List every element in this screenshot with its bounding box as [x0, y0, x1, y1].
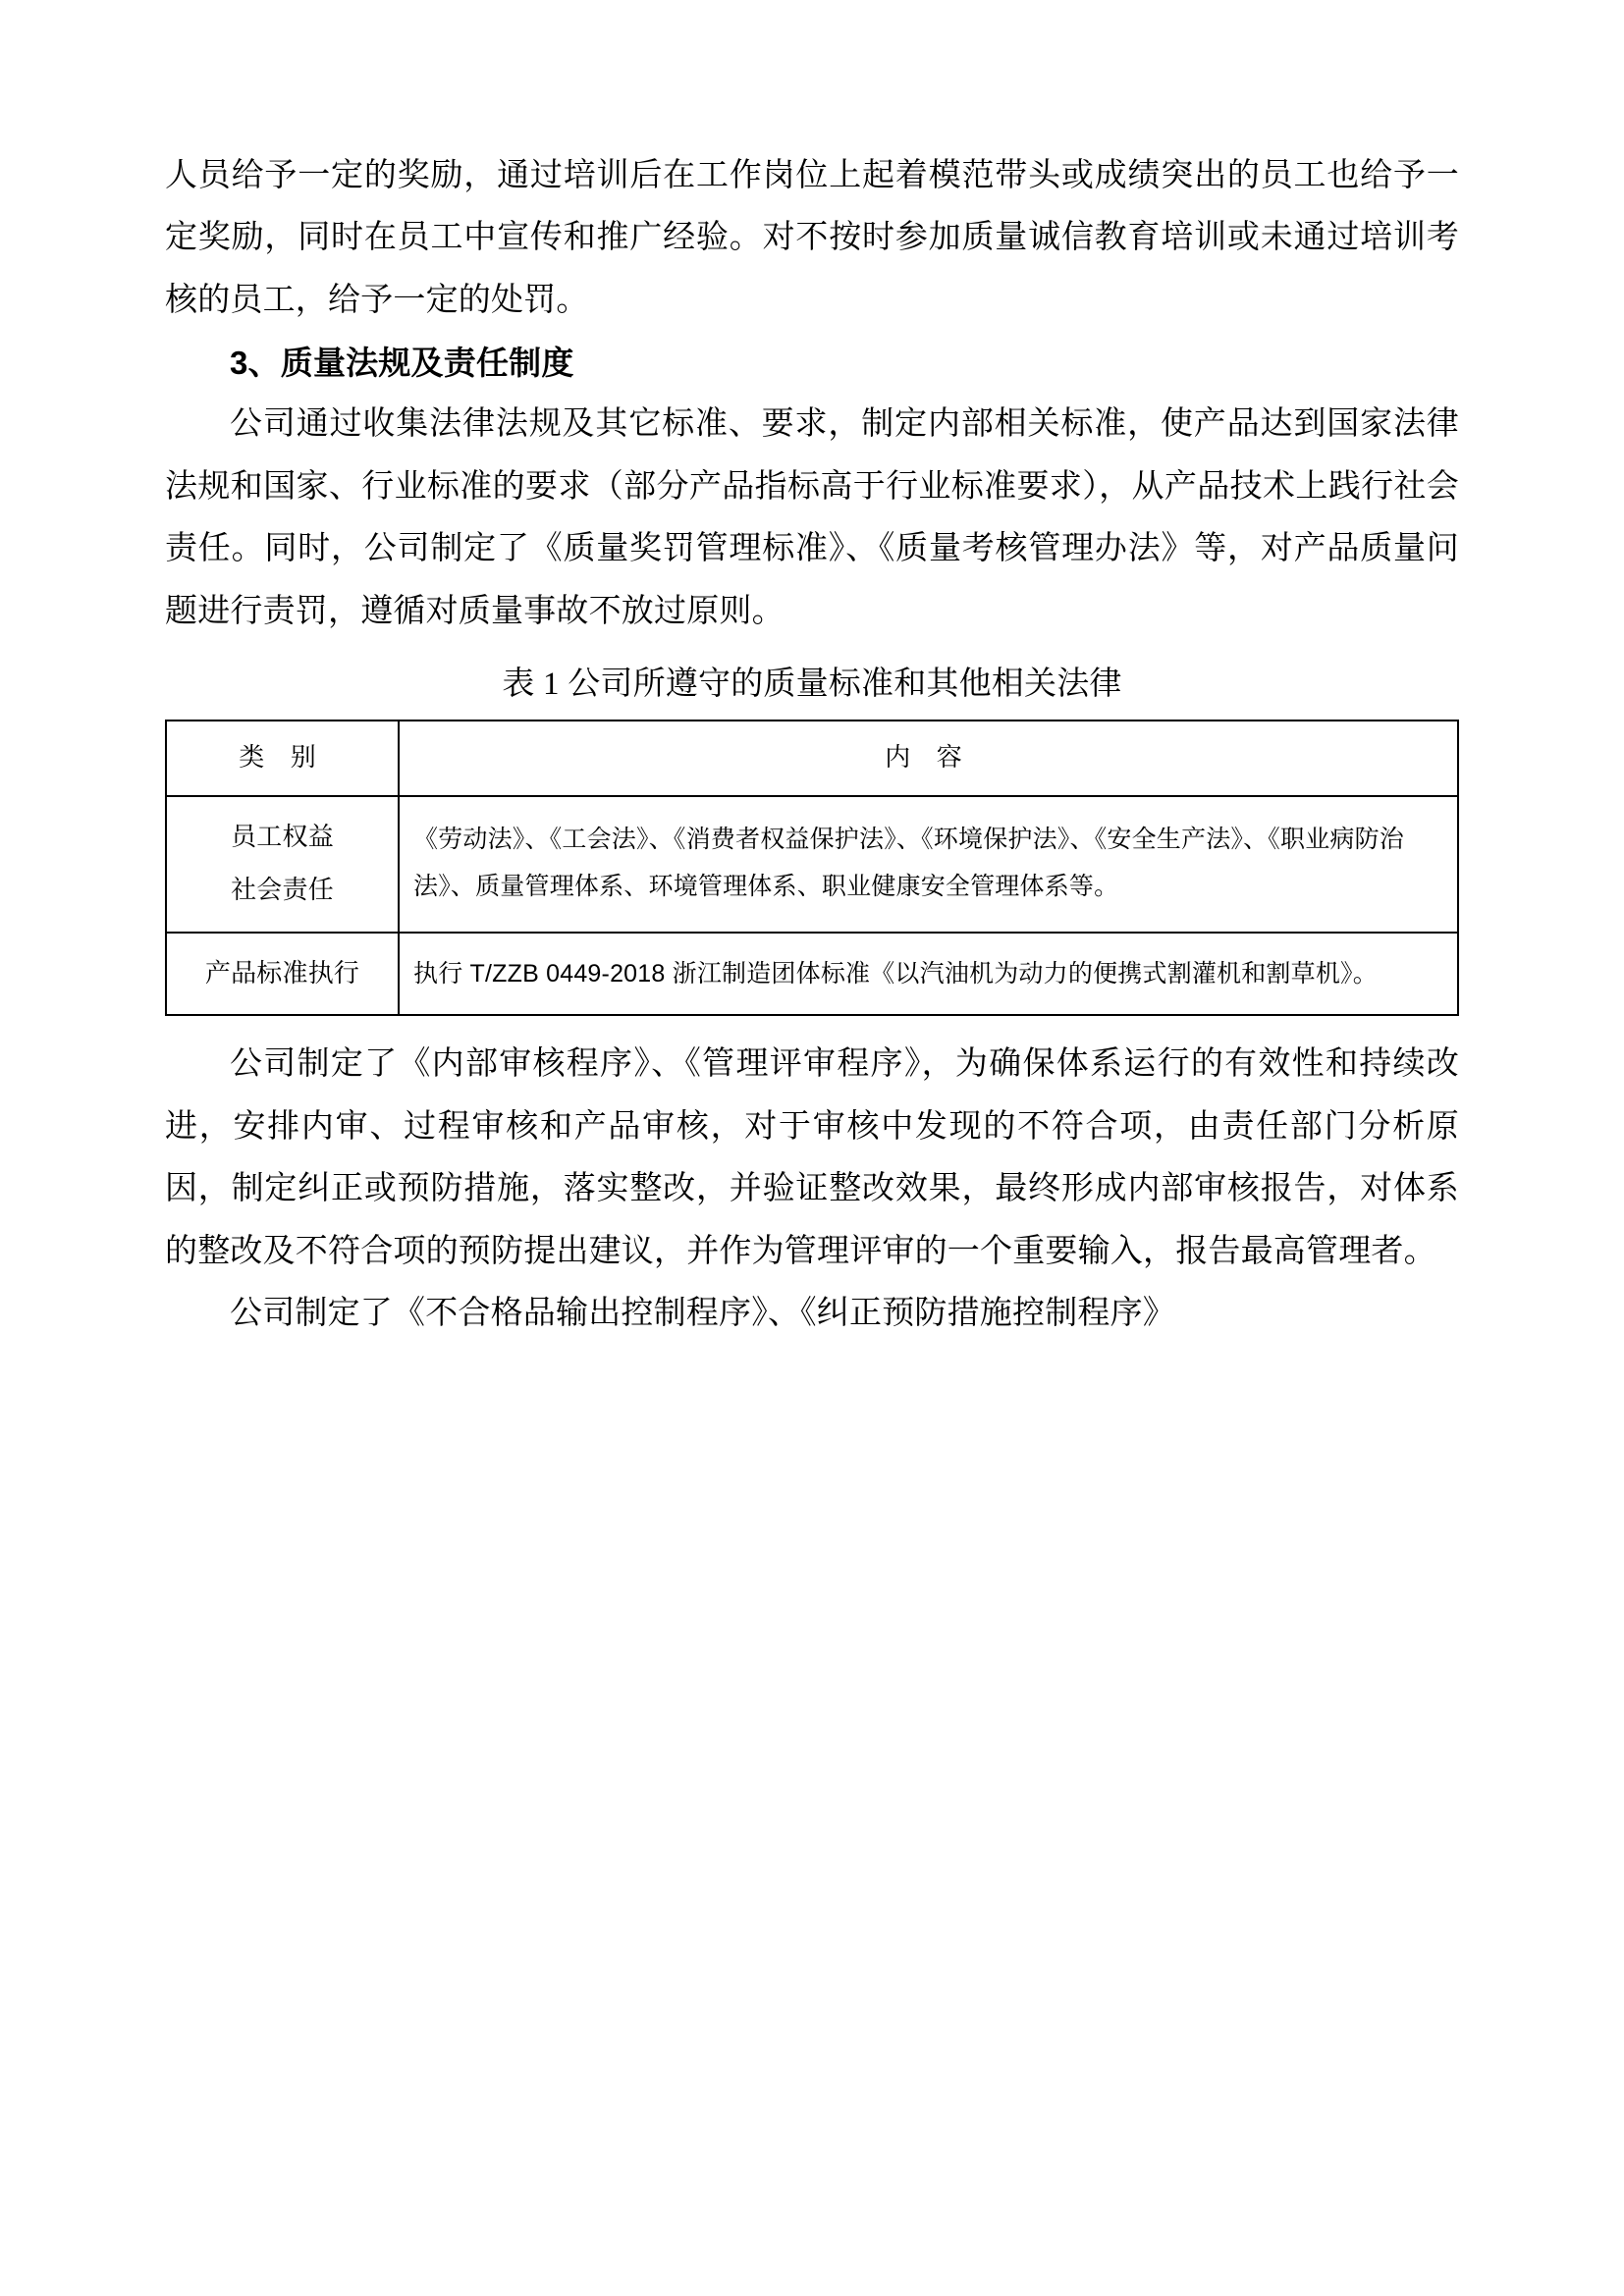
table-cell-content: 《劳动法》、《工会法》、《消费者权益保护法》、《环境保护法》、《安全生产法》、《职业病防治法》、质量管理体系、环境管理体系、职业健康安全管理体系等。	[399, 796, 1458, 933]
paragraph-internal-audit: 公司制定了《内部审核程序》、《管理评审程序》，为确保体系运行的有效性和持续改进，安排内审、过程审核和产品审核，对于审核中发现的不符合项，由责任部门分析原因，制定纠正或预防措施，落实整改，并验证整改效果，最终形成内部审核报告，对体系的整改及不符合项的预防提出建议，并作为管理评审的一个重要输入，报告最高管理者。	[165, 1046, 1459, 1269]
table-cell-category	[166, 796, 399, 933]
table-cell-category	[166, 933, 399, 1016]
table-header-category: 类 别	[166, 721, 399, 796]
category-line: 员工权益	[231, 822, 334, 851]
section-heading: 3、质量法规及责任制度	[230, 345, 574, 382]
table-caption: 表 1 公司所遵守的质量标准和其他相关法律	[502, 666, 1122, 702]
table-row	[166, 933, 1458, 1016]
paragraph-nonconforming-control: 公司制定了《不合格品输出控制程序》、《纠正预防措施控制程序》	[230, 1295, 1175, 1331]
category-line: 社会责任	[231, 876, 334, 905]
paragraph-continuation: 人员给予一定的奖励，通过培训后在工作岗位上起着模范带头或成绩突出的员工也给予一定奖励，同时在员工中宣传和推广经验。对不按时参加质量诚信教育培训或未通过培训考核的员工，给予一定的处罚。	[165, 158, 1459, 318]
standards-table	[165, 720, 1459, 1016]
table-row	[166, 796, 1458, 933]
category-line: 产品标准执行	[204, 958, 360, 988]
paragraph-quality-regulations: 公司通过收集法律法规及其它标准、要求，制定内部相关标准，使产品达到国家法律法规和国家、行业标准的要求（部分产品指标高于行业标准要求），从产品技术上践行社会责任。同时，公司制定了《质量奖罚管理标准》、《质量考核管理办法》等，对产品质量问题进行责罚，遵循对质量事故不放过原则。	[165, 406, 1459, 629]
table-header	[166, 721, 1458, 796]
table-header-content: 内 容	[399, 721, 1458, 796]
table-body	[166, 796, 1458, 1016]
document-body	[165, 145, 1459, 1345]
table-cell-content: 执行 T/ZZB 0449-2018 浙江制造团体标准《以汽油机为动力的便携式割灌机和割草机》。	[399, 933, 1458, 1016]
table-header-row	[166, 721, 1458, 796]
